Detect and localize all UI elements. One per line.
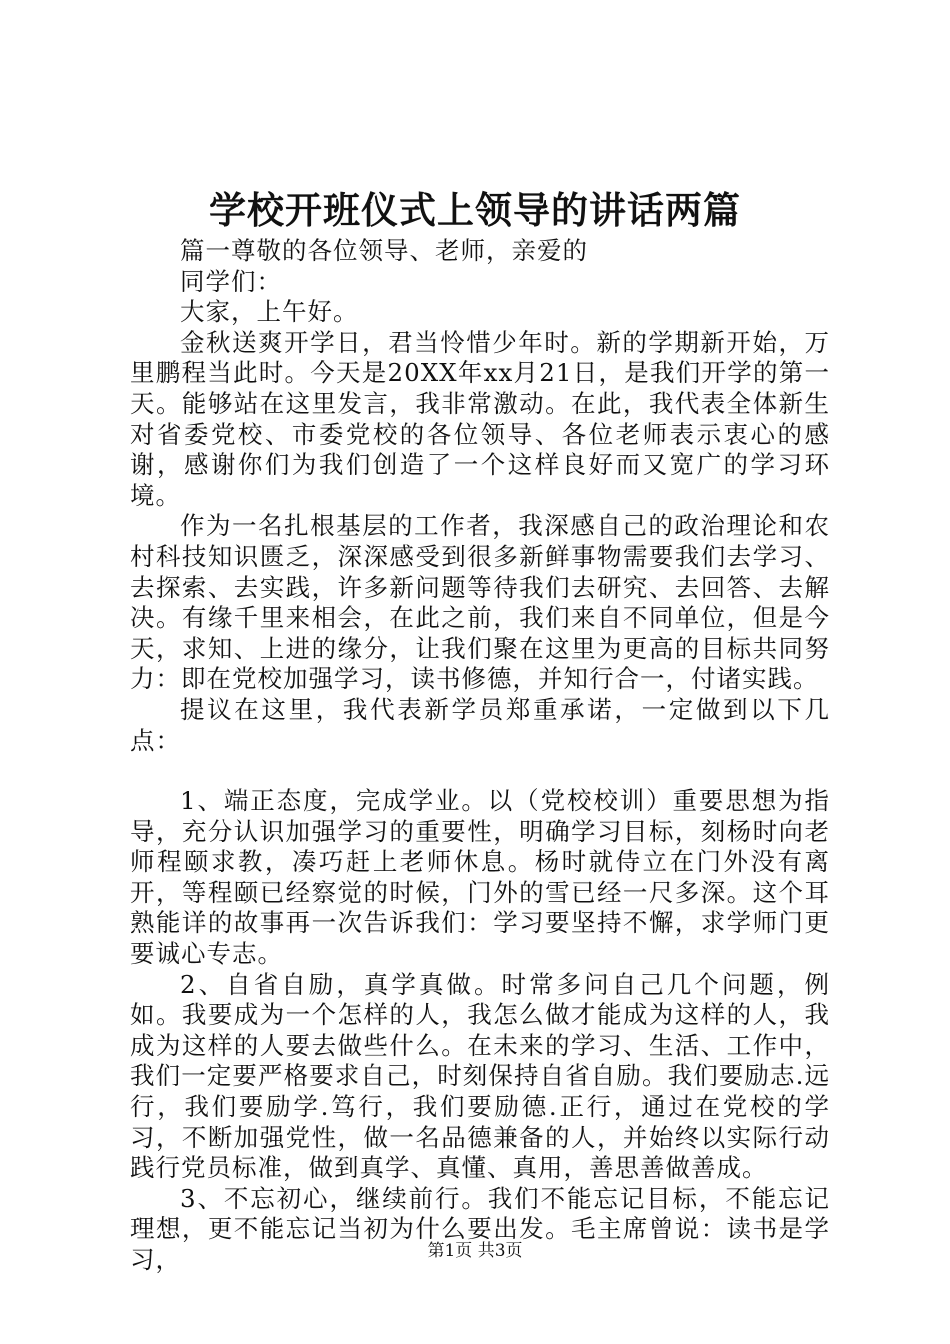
paragraph-point-1: 1、端正态度，完成学业。以（党校校训）重要思想为指导，充分认识加强学习的重要性，明确学习目标，刻杨时向老师程颐求教，凑巧赶上老师休息。杨时就侍立在门外没有离开，等程颐已经察觉的时候，门外的雪已经一尺多深。这个耳熟能详的故事再一次告诉我们：学习要坚持不懈，求学师门更要诚心专志。 [130, 786, 830, 969]
page-footer [0, 1240, 950, 1262]
paragraph-point-2: 2、自省自励，真学真做。时常多问自己几个问题，例如。我要成为一个怎样的人，我怎么做才能成为这样的人，我成为这样的人要去做些什么。在未来的学习、生活、工作中，我们一定要严格要求自己，时刻保持自省自励。我们要励志.远行，我们要励学.笃行，我们要励德.正行，通过在党校的学习，不断加强党性，做一名品德兼备的人，并始终以实际行动践行党员标准，做到真学、真懂、真用，善思善做善成。 [130, 969, 830, 1183]
paragraph-greeting: 篇一尊敬的各位领导、老师，亲爱的 [180, 236, 588, 265]
paragraph-salutation: 大家，上午好。 [180, 297, 359, 327]
document-body [130, 236, 830, 1276]
document-title: 学校开班仪式上领导的讲话两篇 [209, 188, 741, 232]
paragraph-self-reflection: 作为一名扎根基层的工作者，我深感自己的政治理论和农村科技知识匮乏，深深感受到很多新鲜事物需要我们去学习、去探索、去实践，许多新问题等待我们去研究、去回答、去解决。有缘千里来相会，在此之前，我们来自不同单位，但是今天，求知、上进的缘分，让我们聚在这里为更高的目标共同努力：即在党校加强学习，读书修德，并知行合一，付诸实践。 [130, 511, 830, 694]
paragraph-opening: 金秋送爽开学日，君当怜惜少年时。新的学期新开始，万里鹏程当此时。今天是20XX年xx月21日，是我们开学的第一天。能够站在这里发言，我非常激动。在此，我代表全体新生对省委党校、市委党校的各位领导、各位老师表示衷心的感谢，感谢你们为我们创造了一个这样良好而又宽广的学习环境。 [130, 327, 830, 510]
paragraph-greeting-continued: 同学们： [180, 266, 282, 296]
page-number: 第1页 共3页 [427, 1241, 523, 1261]
paragraph-commitment-intro: 提议在这里，我代表新学员郑重承诺，一定做到以下几点： [130, 694, 830, 755]
paragraph-point-3: 3、不忘初心，继续前行。我们不能忘记目标，不能忘记理想，更不能忘记当初为什么要出发。毛主席曾说：读书是学习， [130, 1183, 830, 1274]
